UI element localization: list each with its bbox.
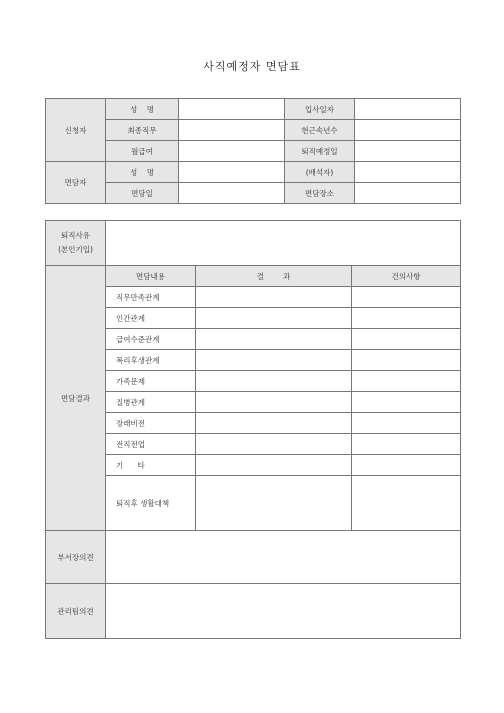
tenure-label: 현근속년수 bbox=[285, 120, 355, 141]
item-label: 퇴직후 생활대책 bbox=[106, 476, 196, 531]
header-suggestion: 건의사항 bbox=[352, 266, 461, 287]
item-suggestion-field[interactable] bbox=[352, 434, 461, 455]
item-result-field[interactable] bbox=[196, 392, 352, 413]
dept-head-opinion-label: 부서장의견 bbox=[46, 531, 106, 584]
item-label: 전직전업 bbox=[106, 434, 196, 455]
header-content: 면담내용 bbox=[106, 266, 196, 287]
item-label: 장래비전 bbox=[106, 413, 196, 434]
dept-head-opinion-field[interactable] bbox=[106, 531, 461, 584]
results-group-label: 면담결과 bbox=[46, 266, 106, 531]
attendee-field[interactable] bbox=[355, 162, 461, 183]
item-label: 가족문제 bbox=[106, 371, 196, 392]
item-result-field[interactable] bbox=[196, 287, 352, 308]
hire-date-label: 입사일자 bbox=[285, 99, 355, 120]
resign-date-label: 퇴직예정일 bbox=[285, 141, 355, 162]
interviewer-name-field[interactable] bbox=[179, 162, 285, 183]
item-suggestion-field[interactable] bbox=[352, 308, 461, 329]
item-suggestion-field[interactable] bbox=[352, 371, 461, 392]
item-suggestion-field[interactable] bbox=[352, 413, 461, 434]
interviewer-group-label: 면담자 bbox=[46, 162, 106, 204]
reason-label-line1: 퇴직사유 bbox=[61, 231, 90, 240]
interview-place-field[interactable] bbox=[355, 183, 461, 204]
item-label: 급여수준관계 bbox=[106, 329, 196, 350]
item-label: 질병관계 bbox=[106, 392, 196, 413]
item-result-field[interactable] bbox=[196, 308, 352, 329]
last-role-label: 최종직무 bbox=[106, 120, 179, 141]
last-role-field[interactable] bbox=[179, 120, 285, 141]
reason-field[interactable] bbox=[106, 221, 461, 266]
item-result-field[interactable] bbox=[196, 434, 352, 455]
resign-date-field[interactable] bbox=[355, 141, 461, 162]
attendee-label: (배석자) bbox=[285, 162, 355, 183]
item-result-field[interactable] bbox=[196, 455, 352, 476]
manager-opinion-label: 관리팀의견 bbox=[46, 584, 106, 639]
applicant-name-field[interactable] bbox=[179, 99, 285, 120]
interview-date-field[interactable] bbox=[179, 183, 285, 204]
pay-label: 월급여 bbox=[106, 141, 179, 162]
interview-place-label: 면담장소 bbox=[285, 183, 355, 204]
reason-label bbox=[46, 221, 106, 266]
item-result-field[interactable] bbox=[196, 476, 352, 531]
item-suggestion-field[interactable] bbox=[352, 329, 461, 350]
item-suggestion-field[interactable] bbox=[352, 350, 461, 371]
interview-date-label: 면담일 bbox=[106, 183, 179, 204]
item-label: 복리후생관계 bbox=[106, 350, 196, 371]
item-suggestion-field[interactable] bbox=[352, 392, 461, 413]
manager-opinion-field[interactable] bbox=[106, 584, 461, 639]
applicant-name-label: 성 명 bbox=[106, 99, 179, 120]
item-label: 기 타 bbox=[106, 455, 196, 476]
item-result-field[interactable] bbox=[196, 371, 352, 392]
item-result-field[interactable] bbox=[196, 413, 352, 434]
page-title: 사직예정자 면담표 bbox=[203, 60, 301, 73]
interview-result-table bbox=[45, 220, 461, 639]
hire-date-field[interactable] bbox=[355, 99, 461, 120]
reason-label-line2: (본인기입) bbox=[58, 245, 93, 254]
interviewer-name-label: 성 명 bbox=[106, 162, 179, 183]
item-result-field[interactable] bbox=[196, 350, 352, 371]
pay-field[interactable] bbox=[179, 141, 285, 162]
basic-info-table bbox=[45, 98, 461, 204]
item-suggestion-field[interactable] bbox=[352, 455, 461, 476]
item-suggestion-field[interactable] bbox=[352, 476, 461, 531]
item-result-field[interactable] bbox=[196, 329, 352, 350]
tenure-field[interactable] bbox=[355, 120, 461, 141]
applicant-group-label: 신청자 bbox=[46, 99, 106, 162]
item-suggestion-field[interactable] bbox=[352, 287, 461, 308]
item-label: 직무만족관계 bbox=[106, 287, 196, 308]
header-result: 결 과 bbox=[196, 266, 352, 287]
item-label: 인간관계 bbox=[106, 308, 196, 329]
